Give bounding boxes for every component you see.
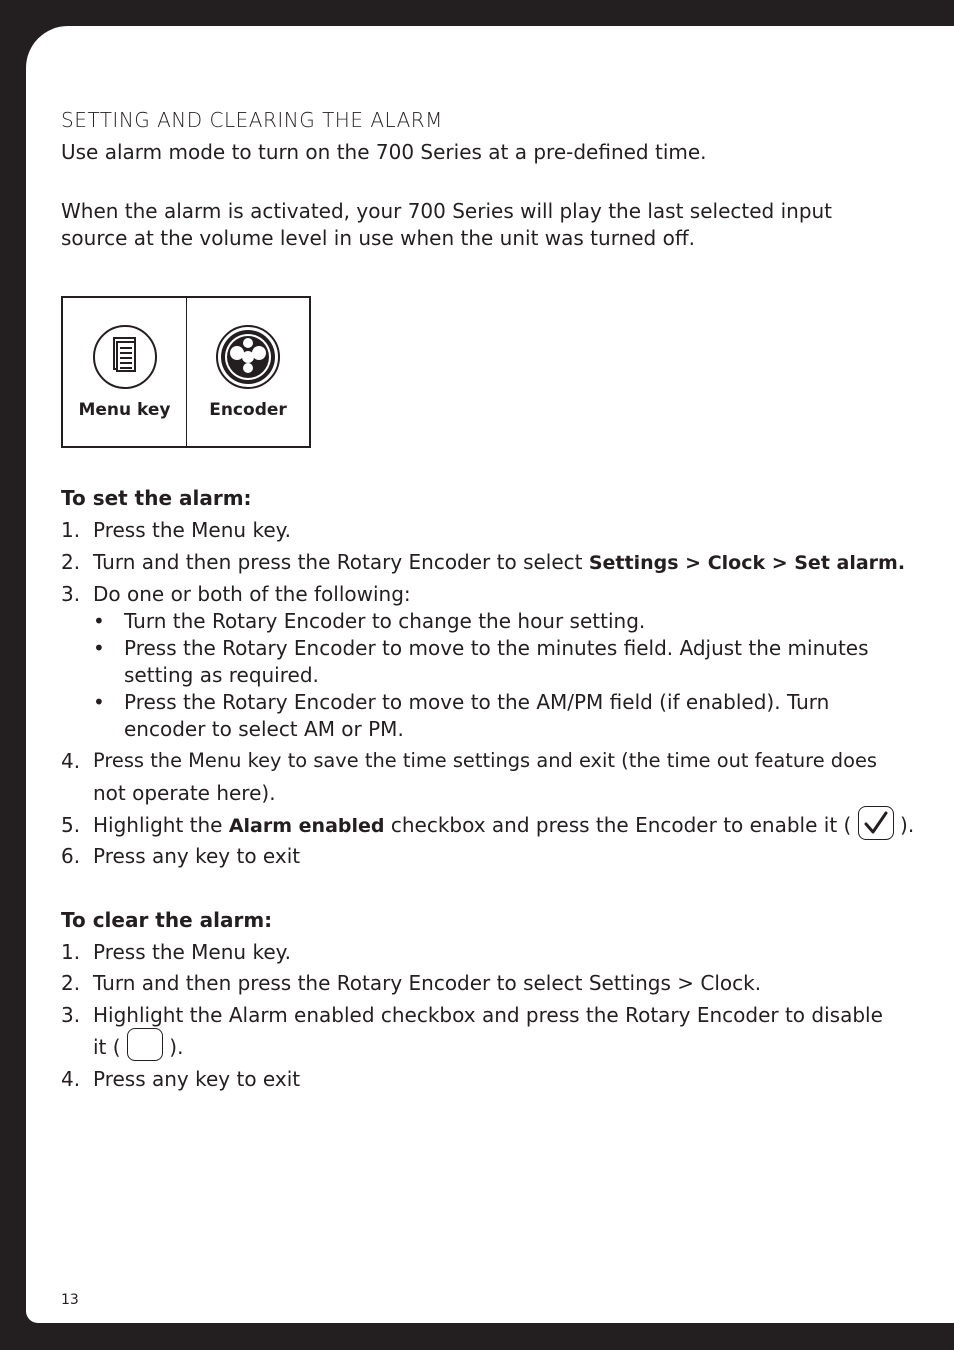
step-text-pre: Turn and then press the Rotary Encoder to select [93, 550, 589, 574]
bullet-glyph: • [93, 690, 105, 714]
step-number: 3. [61, 1003, 81, 1027]
intro-text: Use alarm mode to turn on the 700 Series at a pre-defined time. [61, 140, 707, 164]
alarm-enabled-label: Alarm enabled [228, 815, 385, 837]
step-number: 4. [61, 1067, 81, 1091]
step-text-pre: it ( [93, 1035, 127, 1059]
bullet-glyph: • [93, 636, 105, 660]
step-number: 2. [61, 971, 81, 995]
step-number: 1. [61, 940, 81, 964]
bullet-text: Press the Rotary Encoder to move to the minutes field. Adjust the minutes [124, 636, 869, 660]
set-alarm-title: To set the alarm: [61, 486, 252, 510]
step-text: not operate here). [93, 781, 276, 805]
clear-alarm-title: To clear the alarm: [61, 908, 273, 932]
step-text: Press any key to exit [93, 1067, 301, 1091]
step-text: Turn and then press the Rotary Encoder to select Settings > Clock. [93, 971, 762, 995]
step-text-post: ). [162, 1035, 184, 1059]
step-text: Do one or both of the following: [93, 582, 411, 606]
bullet-glyph: • [93, 609, 105, 633]
note-line-1: When the alarm is activated, your 700 Series will play the last selected input [61, 199, 833, 223]
step-text: Highlight the Alarm enabled checkbox and press the Rotary Encoder to disable [93, 1003, 883, 1027]
keys-table [61, 296, 311, 448]
step-text [93, 550, 905, 574]
step-number: 6. [61, 844, 81, 868]
note-line-2: source at the volume level in use when the unit was turned off. [61, 226, 695, 250]
encoder-cell [186, 298, 309, 446]
bullet-text: setting as required. [124, 663, 319, 687]
step-number: 4. [61, 749, 81, 773]
step-text-mid: checkbox and press the Encoder to enable it ( [384, 813, 858, 837]
step-number: 3. [61, 582, 81, 606]
page-number: 13 [61, 1292, 79, 1308]
step-number: 1. [61, 518, 81, 542]
encoder-label: Encoder [209, 400, 287, 420]
step-text-pre: Highlight the [93, 813, 229, 837]
step-text [93, 813, 914, 840]
step-text: Press any key to exit [93, 844, 301, 868]
menu-key-label: Menu key [78, 400, 171, 420]
menu-key-icon [92, 324, 158, 394]
step-text-post: ). [893, 813, 915, 837]
checked-checkbox-icon [858, 806, 894, 840]
step-number: 2. [61, 550, 81, 574]
encoder-icon [215, 324, 281, 394]
bullet-text: Press the Rotary Encoder to move to the AM/PM field (if enabled). Turn [124, 690, 830, 714]
empty-checkbox-icon [127, 1028, 163, 1061]
menu-key-cell [63, 298, 186, 446]
bullet-text: Turn the Rotary Encoder to change the hour setting. [124, 609, 646, 633]
step-text: Press the Menu key. [93, 518, 291, 542]
step-number: 5. [61, 813, 81, 837]
step-text: Press the Menu key to save the time settings and exit (the time out feature does [93, 749, 878, 772]
section-heading: SETTING AND CLEARING THE ALARM [61, 108, 443, 132]
step-text [93, 1035, 183, 1061]
bullet-text: encoder to select AM or PM. [124, 717, 404, 741]
step-text: Press the Menu key. [93, 940, 291, 964]
menu-path: Settings > Clock > Set alarm. [588, 552, 906, 574]
